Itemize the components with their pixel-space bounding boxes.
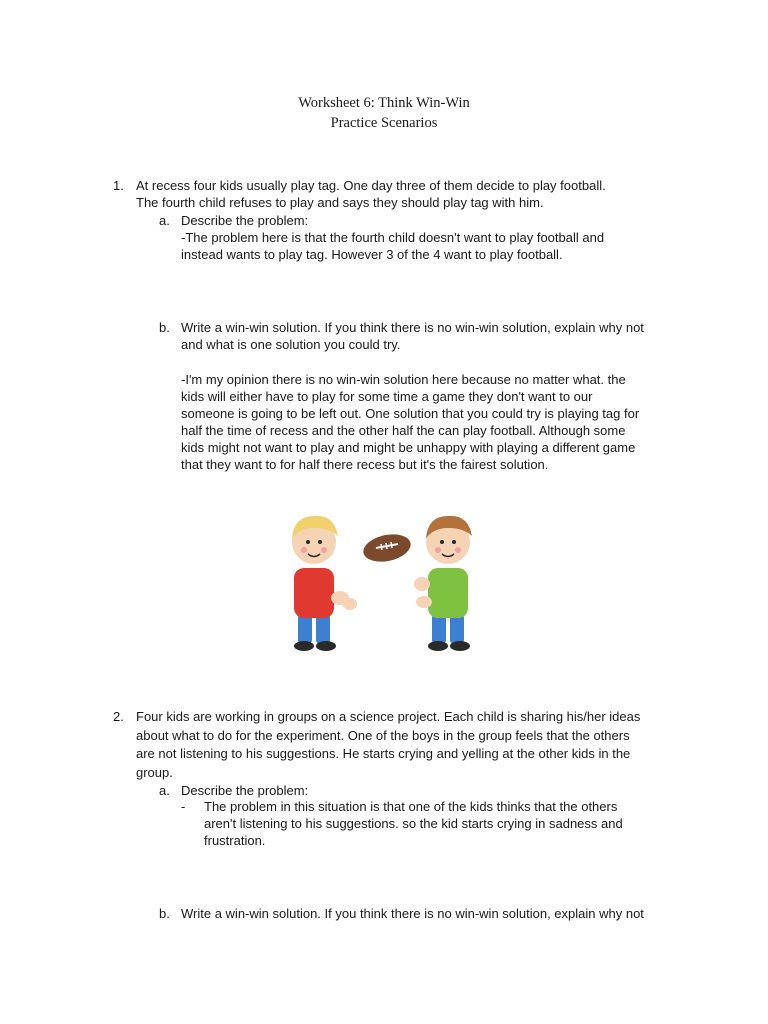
worksheet-subtitle: Practice Scenarios — [330, 115, 438, 131]
q2-text-line: Four kids are working in groups on a science project. Each child is sharing his/her ideas — [136, 709, 641, 724]
q1a-marker: a. — [159, 213, 170, 228]
q2a-answer-line: frustration. — [204, 833, 266, 848]
q2a-answer-line: aren't listening to his suggestions. so the kid starts crying in sadness and — [204, 816, 623, 831]
q1b-answer — [181, 371, 639, 473]
q2-text — [136, 708, 640, 782]
q2a-answer — [204, 798, 623, 849]
q2a-marker: a. — [159, 783, 170, 798]
q1-number: 1. — [113, 178, 124, 193]
q1b-prompt-line: and what is one solution you could try. — [181, 337, 401, 352]
q2a-dash: - — [181, 799, 186, 814]
right-boy-figure — [414, 516, 472, 651]
q1b-answer-line: half the time of recess and the other half the can play football. Although some — [181, 423, 626, 438]
q1b-answer-line: kids might not want to play and might be unhappy with playing a different game — [181, 440, 636, 455]
q1b-answer-line: kids will either have to play for some time a game they don't want to our — [181, 389, 593, 404]
q1a-label: Describe the problem: — [181, 213, 309, 228]
q2b-prompt — [181, 905, 644, 922]
q1-text-line: The fourth child refuses to play and says they should play tag with him. — [136, 195, 544, 210]
kids-football-illustration — [284, 510, 484, 656]
q2-text-line: about what to do for the experiment. One of the boys in the group feels that the others — [136, 727, 630, 743]
q1a-answer-line: instead wants to play tag. However 3 of the 4 want to play football. — [181, 247, 563, 262]
q1b-marker: b. — [159, 320, 170, 335]
q2-text-line: are not listening to his suggestions. He starts crying and yelling at the other kids in the — [136, 746, 631, 761]
football-icon — [361, 530, 413, 565]
q1b-answer-line: -I'm my opinion there is no win-win solution here because no matter what. the — [181, 372, 626, 387]
q1a-answer — [181, 229, 604, 263]
q1a-answer-line: -The problem here is that the fourth child doesn't want to play football and — [181, 230, 605, 245]
q2b-marker: b. — [159, 906, 170, 921]
q1b-prompt-line: Write a win-win solution. If you think there is no win-win solution, explain why not — [181, 320, 644, 335]
q1-text — [136, 177, 606, 211]
q1b-answer-line: someone is going to be left out. One solution that you could try is playing tag for — [181, 406, 640, 421]
q1b-answer-line: that they want to for half there recess but it's the fairest solution. — [181, 457, 549, 472]
q2b-prompt-line: Write a win-win solution. If you think there is no win-win solution, explain why not — [181, 906, 644, 921]
q2-number: 2. — [113, 709, 124, 724]
left-boy-figure — [292, 516, 357, 651]
q2a-answer-line: The problem in this situation is that one of the kids thinks that the others — [204, 799, 618, 814]
worksheet-title: Worksheet 6: Think Win-Win — [298, 95, 470, 111]
q2a-label: Describe the problem: — [181, 783, 309, 798]
q1b-prompt — [181, 319, 644, 353]
q2-text-line: group. — [136, 764, 173, 780]
q1-text-line: At recess four kids usually play tag. One day three of them decide to play football. — [136, 178, 606, 193]
